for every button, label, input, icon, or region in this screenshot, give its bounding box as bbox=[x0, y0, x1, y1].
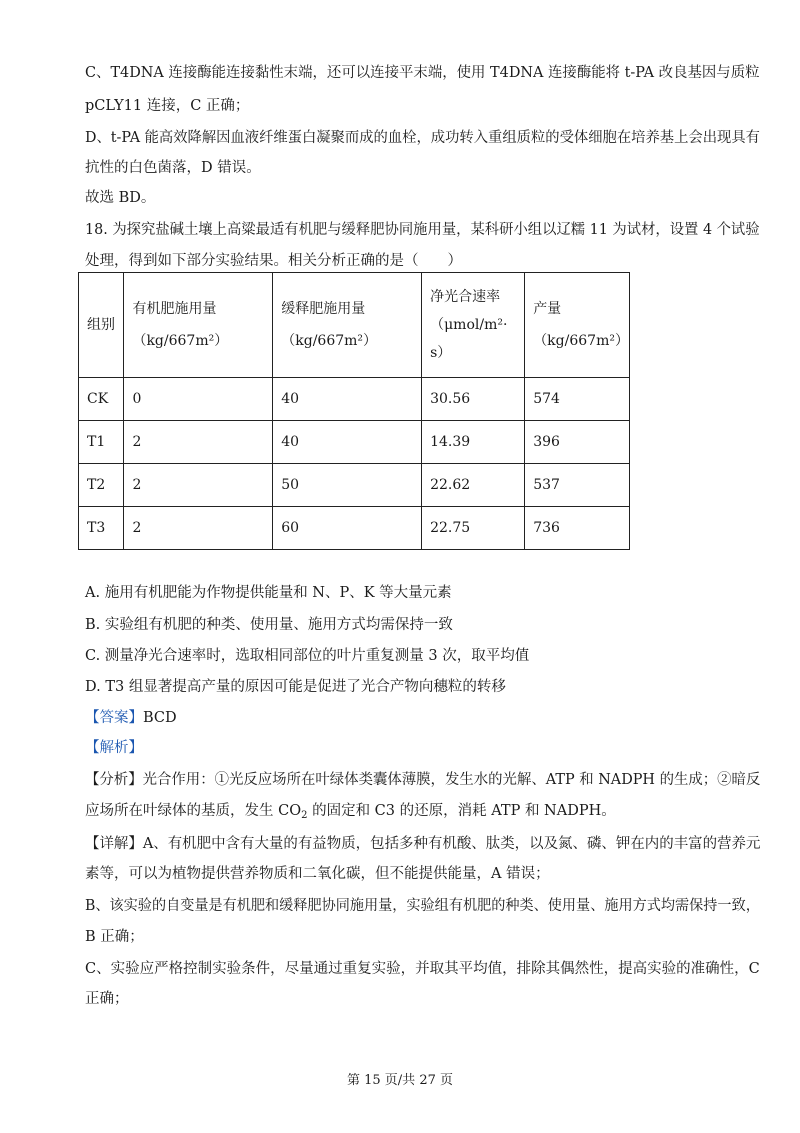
fenxi-line-2 bbox=[85, 801, 616, 821]
header-organic-label: 有机肥施用量 bbox=[132, 301, 217, 317]
header-yield-unit: （kg/667m²） bbox=[533, 333, 629, 349]
xiangjie-line-4: B 正确； bbox=[85, 929, 144, 945]
header-rate bbox=[422, 273, 525, 378]
table-cell: 14.39 bbox=[422, 421, 525, 464]
xiangjie-line-2: 素等，可以为植物提供营养物质和二氧化碳，但不能提供能量，A 错误； bbox=[85, 866, 550, 882]
table-cell: 22.75 bbox=[422, 507, 525, 550]
table-cell: T3 bbox=[79, 507, 124, 550]
table-cell: 2 bbox=[124, 507, 273, 550]
xiangjie-text-1: A、有机肥中含有大量的有益物质，包括多种有机酸、肽类，以及氮、磷、钾在内的丰富的营养元 bbox=[142, 836, 761, 852]
header-slow bbox=[273, 273, 422, 378]
table-cell: 60 bbox=[273, 507, 422, 550]
header-slow-unit: （kg/667m²） bbox=[281, 333, 378, 349]
header-rate-unit-2: s） bbox=[430, 345, 452, 361]
answer-tag: 【答案】 bbox=[85, 710, 143, 726]
answer-line bbox=[85, 708, 177, 728]
table-cell: 396 bbox=[525, 421, 630, 464]
text-line-3: D、t-PA 能高效降解因血液纤维蛋白凝聚而成的血栓，成功转入重组质粒的受体细胞在培养基上会出现具有 bbox=[85, 130, 760, 146]
table-cell: 0 bbox=[124, 378, 273, 421]
table-row bbox=[79, 464, 630, 507]
xiangjie-tag: 【详解】 bbox=[85, 836, 143, 852]
question-stem-line-2: 处理，得到如下部分实验结果。相关分析正确的是（ ） bbox=[85, 253, 462, 269]
table-cell: CK bbox=[79, 378, 124, 421]
fenxi-line-1 bbox=[85, 770, 760, 790]
header-yield bbox=[525, 273, 630, 378]
table-cell: 2 bbox=[124, 464, 273, 507]
page-footer: 第 15 页/共 27 页 bbox=[347, 1073, 453, 1088]
header-organic-unit: （kg/667m²） bbox=[132, 333, 229, 349]
table-cell: 50 bbox=[273, 464, 422, 507]
header-organic bbox=[124, 273, 273, 378]
header-yield-label: 产量 bbox=[533, 301, 562, 317]
fenxi-text-2b: 的固定和 C3 的还原，消耗 ATP 和 NADPH。 bbox=[307, 803, 616, 819]
table-cell: 574 bbox=[525, 378, 630, 421]
header-rate-unit-1: （μmol/m²· bbox=[430, 317, 508, 333]
fenxi-text-2a: 应场所在叶绿体的基质，发生 CO bbox=[85, 803, 302, 819]
table-header-row bbox=[79, 273, 630, 378]
xiangjie-line-1 bbox=[85, 834, 760, 854]
table-cell: 22.62 bbox=[422, 464, 525, 507]
xiangjie-line-6: 正确； bbox=[85, 991, 129, 1007]
text-line-5: 故选 BD。 bbox=[85, 190, 156, 206]
table-cell: 40 bbox=[273, 421, 422, 464]
table-row bbox=[79, 421, 630, 464]
header-group bbox=[79, 273, 124, 378]
header-rate-label: 净光合速率 bbox=[430, 289, 501, 305]
table-row bbox=[79, 378, 630, 421]
header-slow-label: 缓释肥施用量 bbox=[281, 301, 366, 317]
table-cell: 537 bbox=[525, 464, 630, 507]
table-row bbox=[79, 507, 630, 550]
table-cell: 736 bbox=[525, 507, 630, 550]
table-cell: 40 bbox=[273, 378, 422, 421]
xiangjie-line-5: C、实验应严格控制实验条件，尽量通过重复实验，并取其平均值，排除其偶然性，提高实验的准确性，C bbox=[85, 961, 760, 977]
fenxi-text-1: 光合作用：①光反应场所在叶绿体类囊体薄膜，发生水的光解、ATP 和 NADPH 的生成；②暗反 bbox=[142, 772, 761, 788]
option-a: A. 施用有机肥能为作物提供能量和 N、P、K 等大量元素 bbox=[85, 585, 452, 601]
fenxi-subscript: 2 bbox=[301, 810, 308, 821]
table-cell: T2 bbox=[79, 464, 124, 507]
answer-value: BCD bbox=[143, 710, 177, 726]
table-cell: 2 bbox=[124, 421, 273, 464]
header-group-label: 组别 bbox=[87, 317, 115, 333]
table-cell: T1 bbox=[79, 421, 124, 464]
question-stem-line-1: 18. 为探究盐碱土壤上高粱最适有机肥与缓释肥协同施用量，某科研小组以辽糯 11 为试材，设置 4 个试验 bbox=[85, 222, 760, 238]
text-line-1: C、T4DNA 连接酶能连接黏性末端，还可以连接平末端，使用 T4DNA 连接酶能将 t-PA 改良基因与质粒 bbox=[85, 65, 760, 81]
results-table bbox=[78, 272, 630, 550]
option-b: B. 实验组有机肥的种类、使用量、施用方式均需保持一致 bbox=[85, 617, 453, 633]
option-c: C. 测量净光合速率时，选取相同部位的叶片重复测量 3 次，取平均值 bbox=[85, 648, 530, 664]
analysis-tag: 【解析】 bbox=[85, 740, 143, 756]
xiangjie-line-3: B、该实验的自变量是有机肥和缓释肥协同施用量，实验组有机肥的种类、使用量、施用方式均需保持一致， bbox=[85, 898, 760, 914]
table-cell: 30.56 bbox=[422, 378, 525, 421]
text-line-4: 抗性的白色菌落，D 错误。 bbox=[85, 160, 261, 176]
fenxi-tag: 【分析】 bbox=[85, 772, 143, 788]
text-line-2: pCLY11 连接，C 正确； bbox=[85, 98, 250, 114]
option-d: D. T3 组显著提高产量的原因可能是促进了光合产物向穗粒的转移 bbox=[85, 679, 506, 695]
